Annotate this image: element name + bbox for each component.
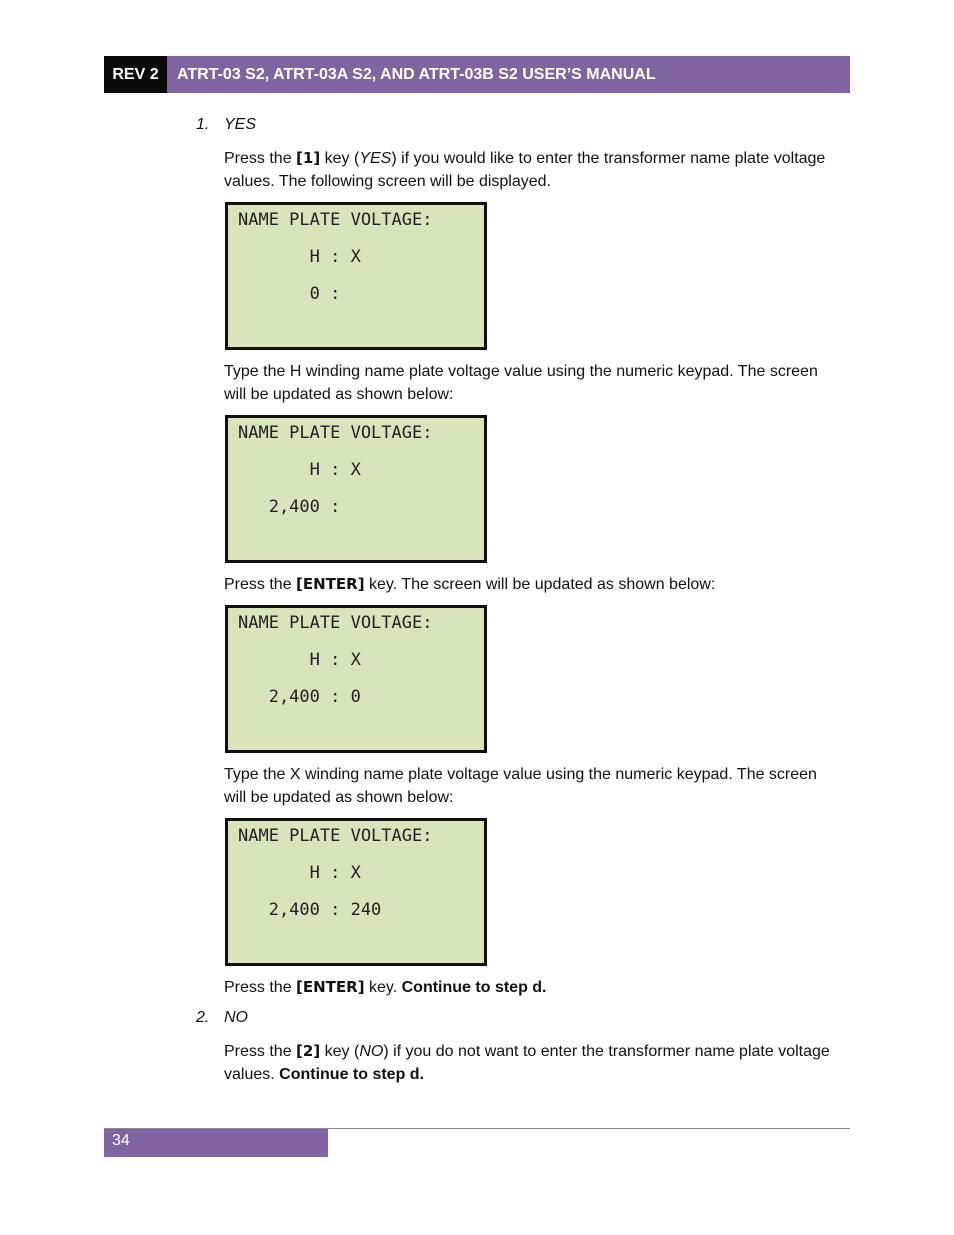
key-enter: [ENTER] [296,575,365,593]
key-2: [2] [296,1042,321,1060]
lcd-screen-1: NAME PLATE VOLTAGE: H : X 0 : [225,202,487,350]
page-number: 34 [104,1129,328,1157]
paragraph-x-winding: Type the X winding name plate voltage value using the numeric keypad. The screen will be updated as shown below: [224,766,817,806]
manual-title: ATRT-03 S2, ATRT-03A S2, AND ATRT-03B S2 USER’S MANUAL [167,56,850,93]
paragraph-no: Press the [2] key (NO) if you do not want to enter the transformer name plate voltage values. Continue to step d. [224,1042,830,1083]
list-label-yes: YES [224,116,257,133]
key-enter: [ENTER] [296,978,365,996]
revision-label: REV 2 [104,56,167,93]
list-label-no: NO [224,1009,248,1026]
lcd-screen-3: NAME PLATE VOLTAGE: H : X 2,400 : 0 [225,605,487,753]
paragraph-yes: Press the [1] key (YES) if you would like to enter the transformer name plate voltage values. The following screen will be displayed. [224,149,826,190]
paragraph-enter-2: Press the [ENTER] key. Continue to step d. [224,978,547,996]
paragraph-enter-1: Press the [ENTER] key. The screen will be updated as shown below: [224,575,716,593]
page-header [104,56,850,93]
list-number-1: 1. [196,116,210,133]
key-1: [1] [296,149,321,167]
lcd-screen-4: NAME PLATE VOLTAGE: H : X 2,400 : 240 [225,818,487,966]
lcd-screen-2: NAME PLATE VOLTAGE: H : X 2,400 : [225,415,487,563]
paragraph-h-winding: Type the H winding name plate voltage value using the numeric keypad. The screen will be updated as shown below: [224,363,818,403]
list-number-2: 2. [196,1009,210,1026]
